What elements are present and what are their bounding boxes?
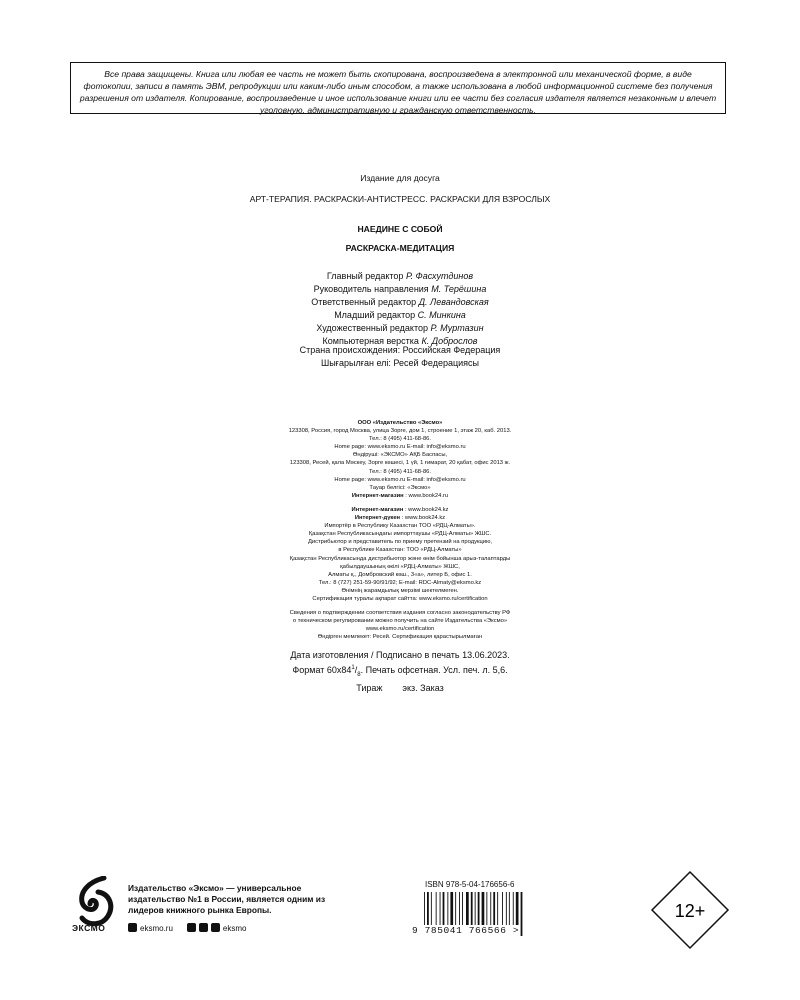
credit-row: Младший редактор С. Минкина xyxy=(334,310,466,320)
country-kz: Шығарылған елі: Ресей Федерациясы xyxy=(320,358,480,368)
print-date: Дата изготовления / Подписано в печать 13.06.2023. xyxy=(290,650,510,660)
category: АРТ-ТЕРАПИЯ. РАСКРАСКИ-АНТИСТРЕСС. РАСКРАСКИ ДЛЯ ВЗРОСЛЫХ xyxy=(249,194,551,204)
age-rating-badge xyxy=(650,870,730,950)
edition-type: Издание для досуга xyxy=(360,173,440,183)
credit-row: Компьютерная верстка К. Доброслов xyxy=(322,336,478,346)
imprint-line: Алматы қ., Домбровский көш., 3«а», литер Б, офис 1. xyxy=(328,571,472,578)
social-links xyxy=(128,923,246,933)
print-info-block xyxy=(0,649,800,695)
imprint-line: Өнімнің жарамдылық мерзімі шектелмеген. xyxy=(341,587,459,594)
credits-list xyxy=(0,270,800,348)
imprint-line: 123308, Ресей, қала Мәскеу, Зорге көшесі, 1 үй, 1 ғимарат, 20 қабат, офис 2013 ж. xyxy=(289,460,511,467)
shop-kz-kazakh: Интернет-дүкен : www.book24.kz xyxy=(354,515,446,522)
book-title: НАЕДИНЕ С СОБОЙ xyxy=(357,224,443,234)
rights-notice-box xyxy=(70,62,726,114)
imprint-line: Дистрибьютор и представитель по приему претензий на продукцию, xyxy=(307,539,493,546)
telegram-icon xyxy=(211,923,220,932)
site-link[interactable]: eksmo.ru xyxy=(128,923,173,933)
logo-word: ЭКСМО xyxy=(72,923,106,933)
shop-kz: Интернет-магазин : www.book24.kz xyxy=(351,506,449,513)
imprint-line: Импортёр в Республику Казахстан ТОО «РДЦ-Алматы». xyxy=(324,523,476,530)
social-link[interactable]: eksmo xyxy=(187,923,247,933)
imprint-line: Сертификация туралы ақпарат сайтта: www.eksmo.ru/certification xyxy=(312,595,488,602)
imprint-line: Тел.: 8 (727) 251-59-90/91/92; E-mail: RDC-Almaty@eksmo.kz xyxy=(318,579,482,586)
imprint-line: қабылдаушының өкілі «РДЦ-Алматы» ЖШС, xyxy=(340,563,460,570)
imprint-line: в Республике Казахстан: ТОО «РДЦ-Алматы» xyxy=(338,547,462,554)
ok-icon xyxy=(199,923,208,932)
credit-row: Руководитель направления М. Терёшина xyxy=(313,284,487,294)
imprint-line: Тауар белгісі: «Эксмо» xyxy=(369,484,431,491)
imprint-line: Өндірген мемлекет: Ресей. Сертификация қарастырылмаған xyxy=(317,634,483,641)
rights-notice-text: Все права защищены. Книга или любая ее часть не может быть скопирована, воспроизведена в электронной или механической форме, в виде фотокопии, записи в память ЭВМ, репродукции или каким-либо иным способом, а также использована в любой информационной системе без получения разрешения от издателя. Копирование, воспроизведение и иное использование книги или ее части без согласия издателя является незаконным и влечет уголовную, административную и гражданскую ответственность. xyxy=(79,69,717,115)
imprint-line: Қазақстан Республикасындағы импорттаушы «РДЦ-Алматы» ЖШС. xyxy=(308,531,492,538)
imprint-line: www.eksmo.ru/certification xyxy=(365,626,435,633)
imprint-line: Home page: www.eksmo.ru E-mail: info@eksmo.ru xyxy=(334,476,466,483)
credit-row: Ответственный редактор Д. Левандовская xyxy=(311,297,489,307)
vk-icon xyxy=(187,923,196,932)
shop-ru: Интернет-магазин : www.book24.ru xyxy=(351,492,449,499)
imprint-line: Тел.: 8 (495) 411-68-86. xyxy=(368,468,432,475)
country-ru: Страна происхождения: Российская Федерация xyxy=(299,345,501,355)
imprint-line: Сведения о подтверждении соответствия издания согласно законодательству РФ xyxy=(289,610,511,617)
credit-row: Главный редактор Р. Фасхутдинов xyxy=(326,271,474,281)
instagram-icon xyxy=(128,923,137,932)
imprint-line: Өндіруші: «ЭКСМО» АҚБ Баспасы, xyxy=(352,452,448,459)
isbn-number: ISBN 978-5-04-176656-6 xyxy=(425,880,515,889)
age-rating-text: 12+ xyxy=(674,901,706,921)
imprint-line: Қазақстан Республикасында дистрибьютор және өнім бойынша арыз-талаптарды xyxy=(289,555,511,562)
imprint-block xyxy=(0,419,800,641)
credit-row: Художественный редактор Р. Муртазин xyxy=(316,323,484,333)
imprint-line: 123308, Россия, город Москва, улица Зорге, дом 1, строение 1, этаж 20, каб. 2013. xyxy=(288,428,512,435)
publisher-name: ООО «Издательство «Эксмо» xyxy=(357,420,443,426)
barcode-digits: 9 785041 766566 > xyxy=(412,925,520,936)
imprint-line: о техническом регулировании можно получить на сайте Издательства «Эксмо» xyxy=(292,618,508,625)
publisher-about: Издательство «Эксмо» — универсальное издательство №1 в России, является одним из лидеров книжного рынка Европы. xyxy=(128,883,326,915)
imprint-line: Home page: www.eksmo.ru E-mail: info@eksmo.ru xyxy=(334,444,466,451)
book-subtitle: РАСКРАСКА-МЕДИТАЦИЯ xyxy=(345,243,455,253)
print-format: Формат $60x84^1/_8$. Печать офсетная. Усл. печ. л. 5,6. xyxy=(292,665,508,678)
imprint-line: Тел.: 8 (495) 411-68-86. xyxy=(368,436,432,443)
print-run: Тираж экз. Заказ xyxy=(356,682,444,693)
country-block xyxy=(0,344,800,370)
